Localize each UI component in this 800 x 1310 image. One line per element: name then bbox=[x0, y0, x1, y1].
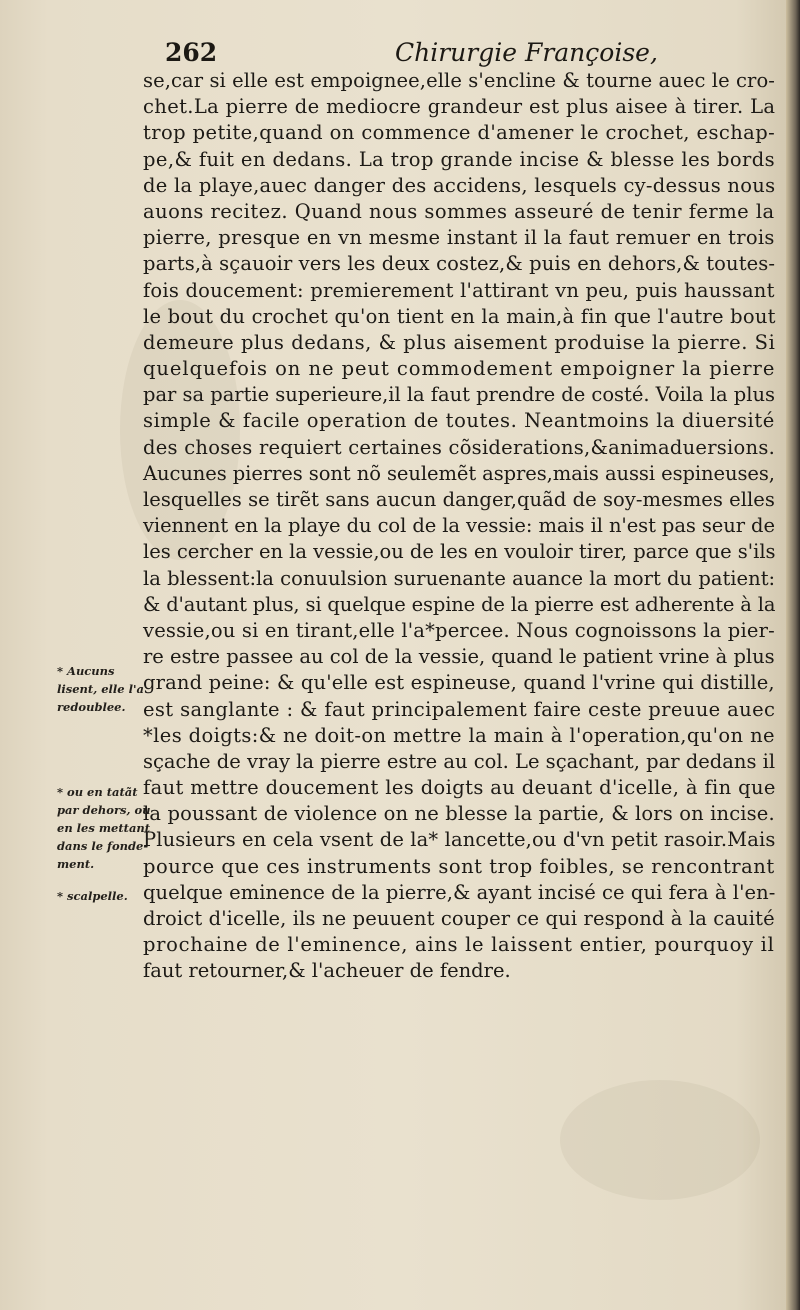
text-line: trop petite,quand on commence d'amener le crochet, eschap- bbox=[143, 121, 776, 145]
text-line: pierre, presque en vn mesme instant il la faut remuer en trois bbox=[143, 226, 775, 250]
text-line: de la playe,auec danger des accidens, lesquels cy-dessus nous bbox=[143, 173, 776, 197]
text-line: Aucunes pierres sont nõ seulemẽt aspres,mais aussi espineuses, bbox=[143, 461, 775, 485]
book-gutter bbox=[786, 0, 800, 1310]
text-line: demeure plus dedans, & plus aisement produise la pierre. Si bbox=[143, 330, 776, 354]
text-line: pe,& fuit en dedans. La trop grande incise & blesse les bords bbox=[143, 147, 776, 171]
text-line: faut retourner,& l'acheuer de fendre. bbox=[143, 959, 511, 983]
margin-note-line: par dehors, ou bbox=[57, 803, 151, 817]
text-line: parts,à sçauoir vers les deux costez,& puis en dehors,& toutes- bbox=[143, 252, 776, 276]
margin-note-line: redoublee. bbox=[57, 700, 126, 714]
text-line: quelque eminence de la pierre,& ayant incisé ce qui fera à l'en- bbox=[143, 880, 776, 904]
text-line: simple & facile operation de toutes. Neantmoins la diuersité bbox=[143, 409, 775, 433]
page-number: 262 bbox=[165, 38, 218, 67]
text-line: vessie,ou si en tirant,elle l'a*percee. Nous cognoissons la pier- bbox=[143, 618, 775, 642]
text-line: re estre passee au col de la vessie, quand le patient vrine à plus bbox=[143, 645, 775, 669]
text-line: lesquelles se tirẽt sans aucun danger,quãd de soy-mesmes elles bbox=[143, 488, 775, 511]
text-line: & d'autant plus, si quelque espine de la pierre est adherente à la bbox=[143, 592, 776, 616]
text-line: viennent en la playe du col de la vessie: mais il n'est pas seur de bbox=[143, 514, 775, 538]
margin-note-line: * ou en tatãt bbox=[57, 785, 138, 799]
text-line: faut mettre doucement les doigts au deuant d'icelle, à fin que bbox=[143, 776, 776, 800]
margin-note-line: ment. bbox=[57, 857, 95, 871]
text-line: sçache de vray la pierre estre au col. Le sçachant, par dedans il bbox=[143, 749, 776, 773]
margin-note bbox=[57, 662, 153, 716]
text-line: se,car si elle est empoignee,elle s'encline & tourne auec le cro- bbox=[143, 69, 775, 92]
paper-stain bbox=[560, 1080, 760, 1200]
margin-note bbox=[57, 783, 153, 873]
text-line: fois doucement: premierement l'attirant vn peu, puis haussant bbox=[143, 278, 775, 302]
text-line: chet.La pierre de mediocre grandeur est plus aisee à tirer. La bbox=[143, 95, 776, 119]
margin-note-line: * scalpelle. bbox=[57, 889, 128, 903]
text-line: droict d'icelle, ils ne peuuent couper ce qui respond à la cauité bbox=[143, 907, 775, 930]
text-line: les cercher en la vessie,ou de les en vouloir tirer, parce que s'ils bbox=[143, 540, 776, 564]
body-text bbox=[143, 68, 783, 985]
text-line: est sanglante : & faut principalement faire ceste preuue auec bbox=[143, 697, 776, 721]
running-title: Chirurgie Françoise, bbox=[395, 38, 658, 67]
margin-note-line: lisent, elle l'a bbox=[57, 682, 144, 696]
text-line: quelquefois on ne peut commodement empoigner la pierre bbox=[143, 357, 776, 381]
margin-note-line: en les mettant bbox=[57, 821, 151, 835]
text-line: prochaine de l'eminence, ains le laissent entier, pourquoy il bbox=[143, 933, 775, 957]
text-line: pource que ces instruments sont trop foibles, se rencontrant bbox=[143, 854, 775, 878]
text-line: des choses requiert certaines cõsiderations,&animaduersions. bbox=[143, 435, 776, 459]
margin-note-line: dans le fonde- bbox=[57, 839, 149, 853]
margin-note-line: * Aucuns bbox=[57, 664, 115, 678]
text-line: auons recitez. Quand nous sommes asseuré de tenir ferme la bbox=[143, 199, 775, 223]
text-line: la blessent:la conuulsion suruenante auance la mort du patient: bbox=[143, 566, 776, 590]
text-line: le bout du crochet qu'on tient en la main,à fin que l'autre bout bbox=[143, 304, 776, 328]
text-line: grand peine: & qu'elle est espineuse, quand l'vrine qui distille, bbox=[143, 671, 775, 695]
margin-note bbox=[57, 887, 153, 905]
text-line: *les doigts:& ne doit-on mettre la main à l'operation,qu'on ne bbox=[143, 723, 775, 747]
text-line: la poussant de violence on ne blesse la partie, & lors on incise. bbox=[143, 802, 775, 826]
text-line: Plusieurs en cela vsent de la* lancette,ou d'vn petit rasoir.Mais bbox=[143, 828, 776, 852]
text-line: par sa partie superieure,il la faut prendre de costé. Voila la plus bbox=[143, 383, 775, 407]
